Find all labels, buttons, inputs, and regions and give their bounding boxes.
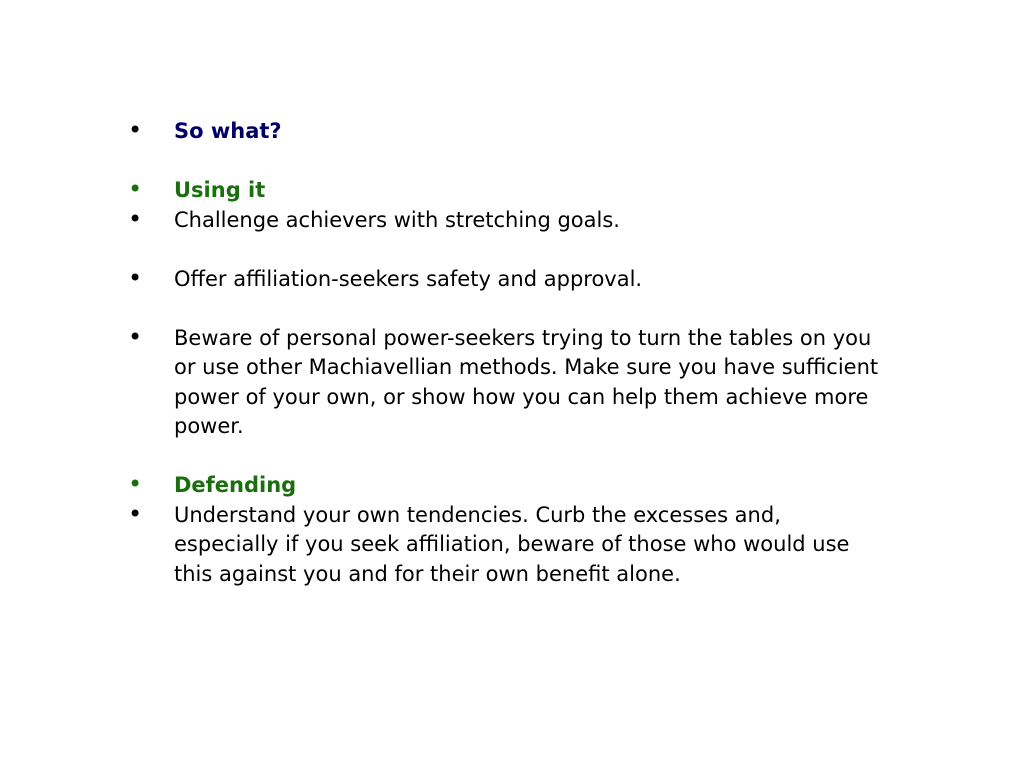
- bullet-icon: •: [128, 499, 143, 528]
- bullet-item-power-seekers: [128, 324, 888, 442]
- bullet-icon: •: [128, 470, 143, 498]
- bullet-item-defending: [128, 471, 888, 501]
- bullet-icon: •: [128, 116, 143, 144]
- bullet-text: Offer affiliation-seekers safety and approval.: [174, 266, 643, 291]
- bullet-list: [128, 117, 888, 589]
- bullet-heading: So what?: [174, 119, 282, 143]
- bullet-icon: •: [128, 263, 143, 292]
- bullet-item-understand-tendencies: [128, 501, 888, 590]
- bullet-item-so-what: [128, 117, 888, 147]
- bullet-item-using-it: [128, 176, 888, 206]
- bullet-text: Challenge achievers with stretching goals.: [174, 207, 620, 232]
- bullet-icon: •: [128, 322, 143, 351]
- bullet-icon: •: [128, 175, 143, 203]
- bullet-heading: Using it: [174, 178, 266, 202]
- bullet-item-challenge-achievers: [128, 206, 888, 236]
- bullet-text: Understand your own tendencies. Curb the excesses and, especially if you seek affiliation, beware of those who would use this against you and for their own benefit alone.: [174, 502, 850, 586]
- bullet-icon: •: [128, 204, 143, 233]
- bullet-heading: Defending: [174, 473, 297, 497]
- bullet-text: Beware of personal power-seekers trying to turn the tables on you or use other Machiavellian methods. Make sure you have sufficient power of your own, or show how you can help them achieve more power.: [174, 325, 879, 438]
- bullet-item-affiliation-seekers: [128, 265, 888, 295]
